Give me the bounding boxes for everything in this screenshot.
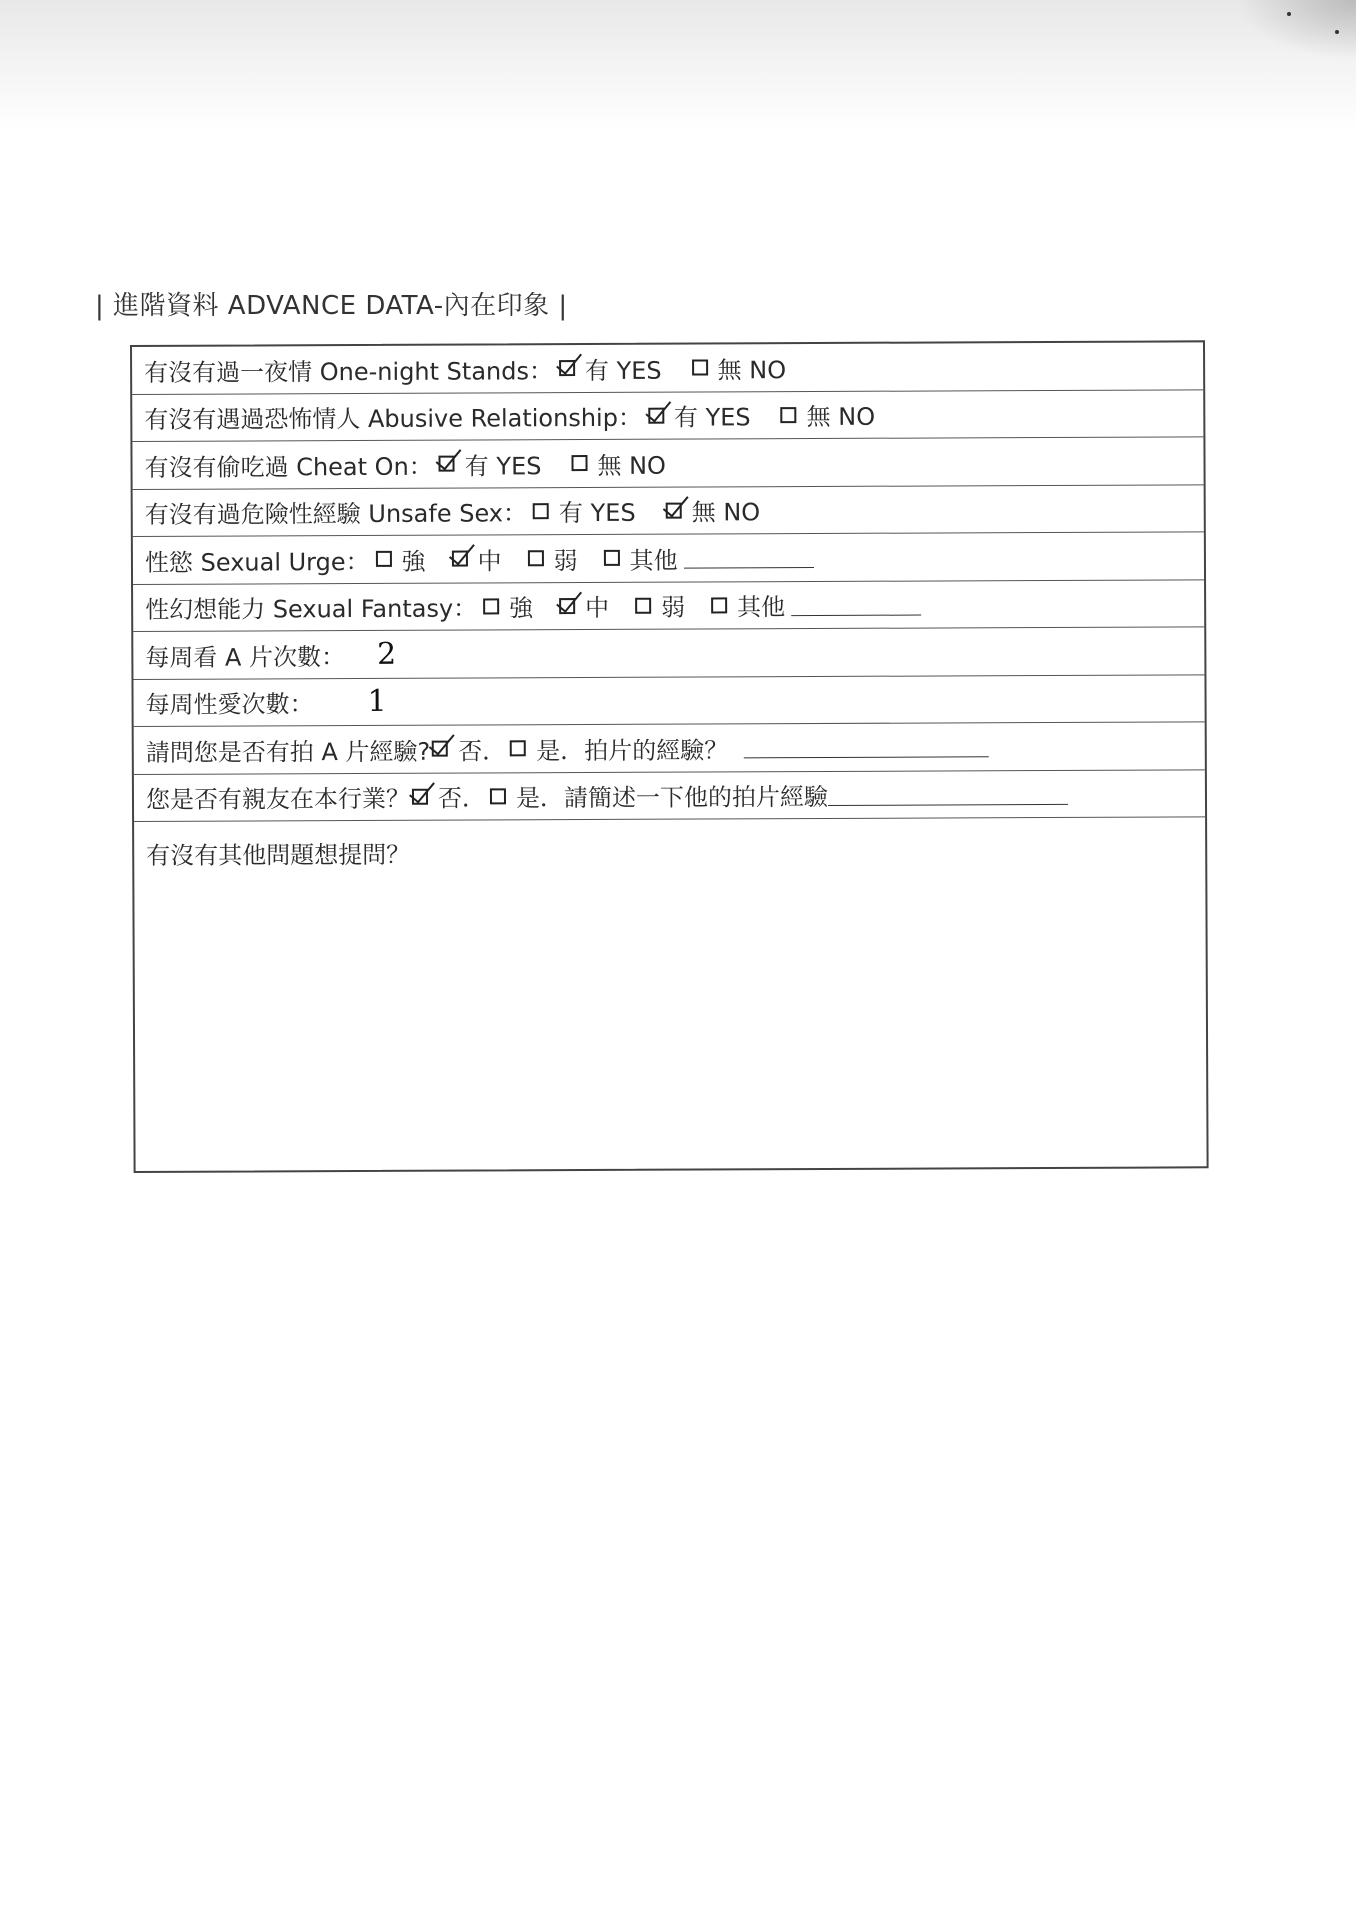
option-strong[interactable]: 強 — [376, 541, 426, 576]
checkbox[interactable] — [571, 455, 587, 471]
checkbox-checked[interactable] — [432, 741, 448, 757]
checkbox[interactable] — [711, 597, 727, 613]
row-other-questions — [134, 817, 1205, 871]
question-label: 性幻想能力 Sexual Fantasy： — [145, 594, 478, 625]
option-no[interactable]: 無 NO — [666, 493, 761, 528]
row-weekly-sex-count — [133, 675, 1204, 727]
checkbox[interactable] — [490, 788, 506, 804]
handwritten-answer[interactable]: 1 — [367, 684, 387, 720]
option-no[interactable]: 否． — [412, 779, 486, 814]
checkbox[interactable] — [604, 550, 620, 566]
option-no[interactable]: 否． — [432, 731, 506, 766]
row-weekly-av-count — [133, 627, 1204, 679]
section-title: | 進階資料 ADVANCE DATA-內在印象 | — [95, 291, 568, 321]
checkbox[interactable] — [483, 598, 499, 614]
row-abusive-relationship — [132, 390, 1203, 442]
question-label: 請問您是否有拍 A 片經驗? — [145, 737, 431, 767]
question-label: 每周看 A 片次數： — [145, 642, 346, 672]
row-sexual-urge — [133, 532, 1204, 584]
question-label: 有沒有遇過恐怖情人 Abusive Relationship： — [144, 404, 642, 435]
checkbox[interactable] — [533, 503, 549, 519]
question-label: 有沒有偷吃過 Cheat On： — [144, 452, 433, 482]
option-yes[interactable]: 是．拍片的經驗？ — [510, 729, 989, 766]
row-sexual-fantasy — [133, 580, 1204, 632]
checkbox[interactable] — [510, 741, 526, 757]
option-yes[interactable]: 有 YES — [648, 398, 751, 433]
option-medium[interactable]: 中 — [452, 541, 502, 576]
option-no[interactable]: 無 NO — [781, 397, 876, 432]
handwritten-answer[interactable]: 2 — [376, 636, 397, 672]
checkbox[interactable] — [635, 597, 651, 613]
blank-line[interactable] — [828, 803, 1068, 806]
page-top-shadow — [0, 0, 1356, 130]
checkbox[interactable] — [376, 551, 392, 567]
question-label: 性慾 Sexual Urge： — [144, 547, 370, 577]
question-label: 每周性愛次數： — [145, 690, 314, 720]
checkbox[interactable] — [528, 550, 544, 566]
question-label: 有沒有過危險性經驗 Unsafe Sex： — [144, 499, 528, 530]
advance-data-form — [130, 340, 1209, 1173]
blank-line[interactable] — [684, 566, 814, 569]
checkbox-checked[interactable] — [439, 456, 455, 472]
row-relatives-in-industry — [134, 770, 1205, 822]
checkbox-checked[interactable] — [648, 407, 664, 423]
checkbox-checked[interactable] — [666, 502, 682, 518]
option-no[interactable]: 無 NO — [692, 350, 787, 385]
question-label: 有沒有其他問題想提問？ — [146, 840, 411, 870]
option-medium[interactable]: 中 — [559, 588, 609, 623]
row-unsafe-sex — [133, 485, 1204, 537]
checkbox-checked[interactable] — [559, 598, 575, 614]
option-no[interactable]: 無 NO — [571, 445, 666, 480]
row-av-experience — [134, 722, 1205, 774]
option-weak[interactable]: 弱 — [527, 541, 577, 576]
speck — [1335, 30, 1339, 34]
option-yes[interactable]: 是．請簡述一下他的拍片經驗 — [490, 776, 1068, 814]
blank-line[interactable] — [744, 756, 989, 759]
option-other[interactable]: 其他 — [711, 587, 921, 623]
option-yes[interactable]: 有 YES — [559, 350, 662, 385]
blank-line[interactable] — [791, 613, 921, 616]
option-yes[interactable]: 有 YES — [439, 446, 542, 481]
question-label: 有沒有過一夜情 One-night Stands： — [144, 356, 554, 387]
checkbox[interactable] — [692, 360, 708, 376]
option-yes[interactable]: 有 YES — [533, 493, 636, 528]
checkbox-checked[interactable] — [559, 360, 575, 376]
checkbox-checked[interactable] — [452, 551, 468, 567]
row-cheat-on — [132, 437, 1203, 489]
checkbox-checked[interactable] — [412, 788, 428, 804]
row-one-night-stands — [132, 342, 1203, 394]
option-other[interactable]: 其他 — [603, 540, 813, 576]
option-weak[interactable]: 弱 — [635, 588, 685, 623]
question-label: 您是否有親友在本行業？ — [145, 785, 411, 815]
checkbox[interactable] — [781, 407, 797, 423]
speck — [1287, 12, 1291, 16]
option-strong[interactable]: 強 — [483, 588, 533, 623]
